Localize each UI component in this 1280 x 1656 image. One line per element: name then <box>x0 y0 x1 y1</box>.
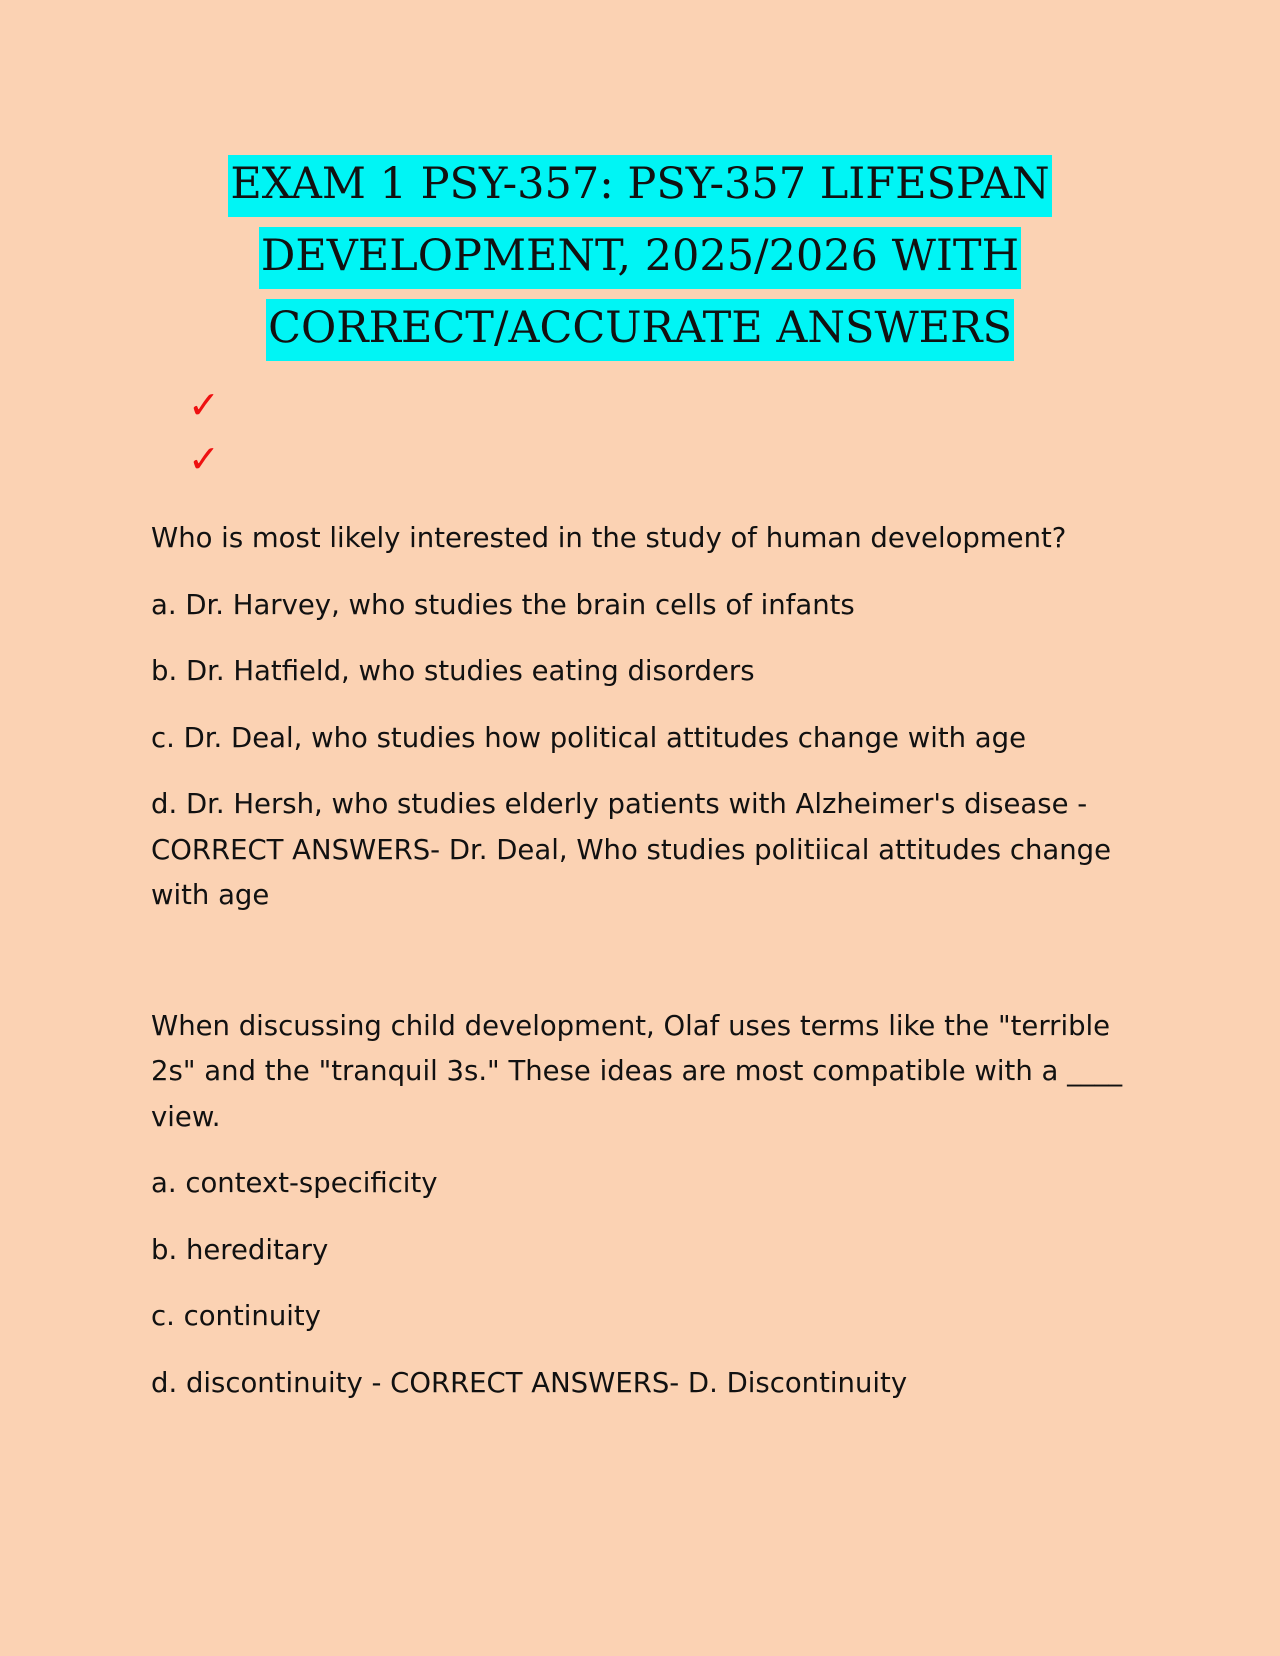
title-line-text: EXAM 1 PSY-357: PSY-357 LIFESPAN <box>228 155 1051 217</box>
question-text: Who is most likely interested in the study of human development? <box>151 522 1067 554</box>
answer-option-b: b. Dr. Hatfield, who studies eating disorders <box>151 655 755 687</box>
answer-option-a: a. Dr. Harvey, who studies the brain cells of infants <box>151 588 855 621</box>
answer-option-d-with-correct-answer: d. Dr. Hersh, who studies elderly patients with Alzheimer's disease - CORRECT ANSWERS- Dr. Deal, Who studies politiical attitudes change with age <box>151 788 1112 911</box>
checkmark-icon: ✓ <box>188 383 220 427</box>
answer-option-b: b. hereditary <box>151 1233 329 1266</box>
answer-option-c: c. continuity <box>151 1300 321 1332</box>
checkmark-list <box>188 378 220 486</box>
title-line-text: CORRECT/ACCURATE ANSWERS <box>266 299 1014 361</box>
question-block-1 <box>151 516 1141 919</box>
document-title <box>0 148 1280 364</box>
questions-body <box>151 516 1141 1427</box>
answer-option-a: a. context-specificity <box>151 1167 438 1199</box>
title-line <box>0 148 1280 220</box>
section-spacer <box>151 940 1141 1004</box>
title-line <box>0 292 1280 364</box>
title-line-text: DEVELOPMENT, 2025/2026 WITH <box>259 227 1021 289</box>
answer-option-c: c. Dr. Deal, who studies how political attitudes change with age <box>151 721 1027 754</box>
question-block-2 <box>151 1004 1141 1407</box>
title-line <box>0 220 1280 292</box>
question-text: When discussing child development, Olaf uses terms like the "terrible 2s" and the "tranquil 3s." These ideas are most compatible with a ____ view. <box>151 1009 1123 1133</box>
answer-option-d-with-correct-answer: d. discontinuity - CORRECT ANSWERS- D. Discontinuity <box>151 1366 908 1399</box>
checkmark-icon: ✓ <box>188 437 220 481</box>
